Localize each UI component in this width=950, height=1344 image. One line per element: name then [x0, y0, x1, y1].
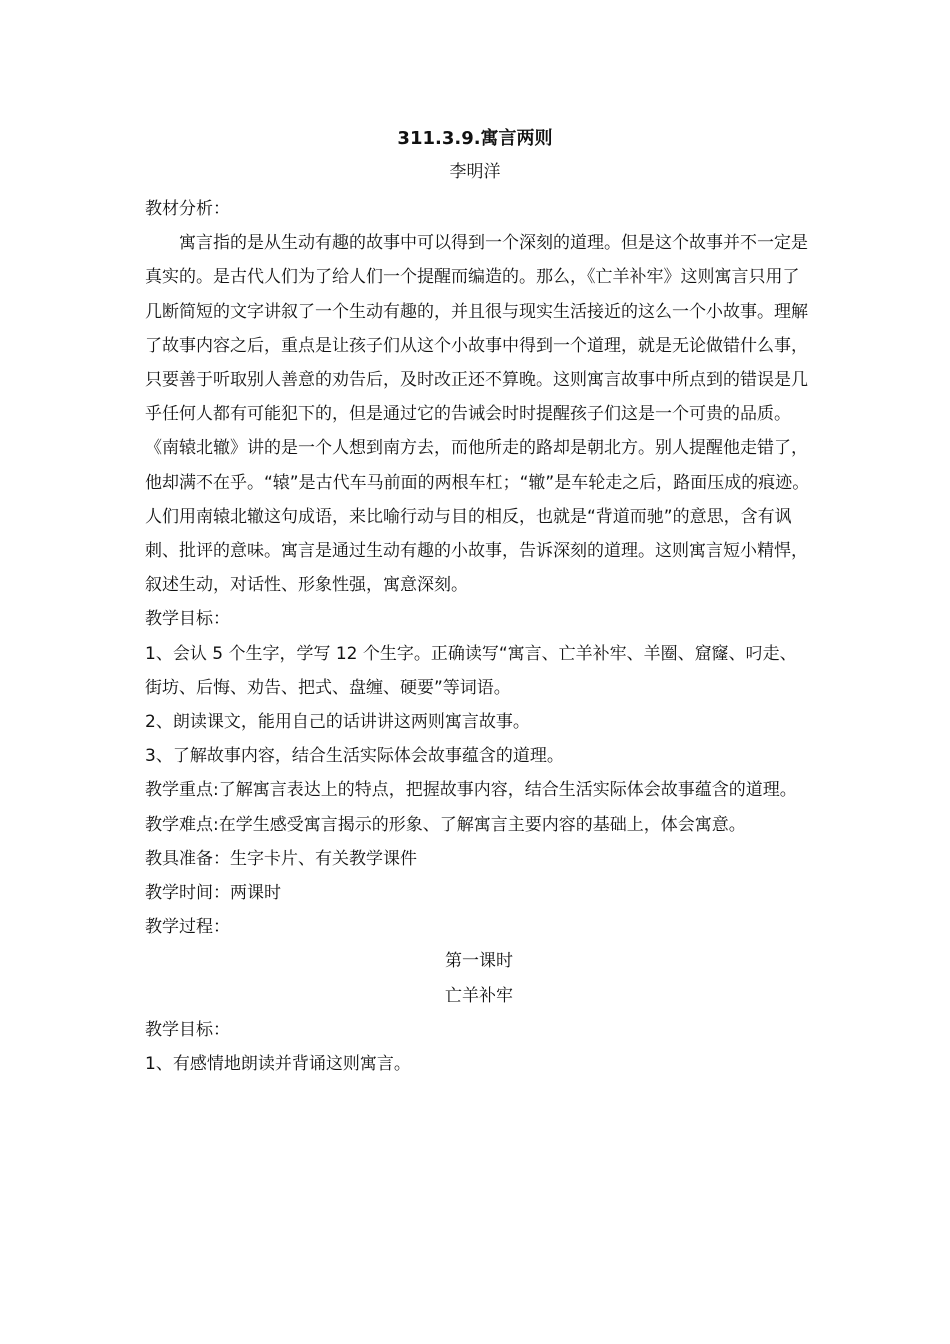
teaching-materials: 教具准备：生字卡片、有关教学课件 — [145, 848, 417, 869]
paragraph-analysis-2: 《南辕北辙》讲的是一个人想到南方去，而他所走的路却是朝北方。别人提醒他走错了，他却满不在乎。“辕”是古代车马前面的两根车杠；“辙”是车轮走之后，路面压成的痕迹。人们用南辕北辙这句成语，来比喻行动与目的相反，也就是“背道而驰”的意思，含有讽刺、批评的意味。寓言是通过生动有趣的小故事，告诉深刻的道理。这则寓言短小精悍，叙述生动，对话性、形象性强，寓意深刻。 — [145, 438, 810, 596]
section-heading-lesson-goals: 教学目标： — [145, 1019, 230, 1040]
goal-item-2: 2、朗读课文，能用自己的话讲讲这两则寓言故事。 — [145, 712, 530, 733]
document-author: 李明洋 — [449, 162, 501, 182]
section-heading-goals: 教学目标： — [145, 609, 230, 630]
document-body — [145, 192, 813, 1081]
teaching-difficulty: 教学难点:在学生感受寓言揭示的形象、了解寓言主要内容的基础上，体会寓意。 — [145, 814, 746, 835]
teaching-focus: 教学重点:了解寓言表达上的特点，把握故事内容，结合生活实际体会故事蕴含的道理。 — [145, 780, 797, 801]
lesson-heading: 第一课时 — [445, 951, 513, 972]
section-heading-process: 教学过程： — [145, 917, 230, 938]
lesson-subtitle: 亡羊补牢 — [445, 985, 513, 1006]
goal-item-1: 1、会认 5 个生字，学写 12 个生字。正确读写“寓言、亡羊补牢、羊圈、窟窿、叼走、街坊、后悔、劝告、把式、盘缠、硬要”等词语。 — [145, 643, 797, 698]
goal-item-3: 3、了解故事内容，结合生活实际体会故事蕴含的道理。 — [145, 746, 564, 767]
section-heading-analysis: 教材分析： — [145, 199, 230, 219]
document-title: 311.3.9.寓言两则 — [397, 128, 553, 149]
paragraph-analysis-1: 寓言指的是从生动有趣的故事中可以得到一个深刻的道理。但是这个故事并不一定是真实的。是古代人们为了给人们一个提醒而编造的。那么，《亡羊补牢》这则寓言只用了几断简短的文字讲叙了一个生动有趣的，并且很与现实生活接近的这么一个小故事。理解了故事内容之后，重点是让孩子们从这个小故事中得到一个道理，就是无论做错什么事，只要善于听取别人善意的劝告后，及时改正还不算晚。这则寓言故事中所点到的错误是几乎任何人都有可能犯下的，但是通过它的告诫会时时提醒孩子们这是一个可贵的品质。 — [145, 233, 808, 425]
teaching-time: 教学时间：两课时 — [145, 883, 281, 904]
lesson-goal-item-1: 1、有感情地朗读并背诵这则寓言。 — [145, 1054, 411, 1075]
